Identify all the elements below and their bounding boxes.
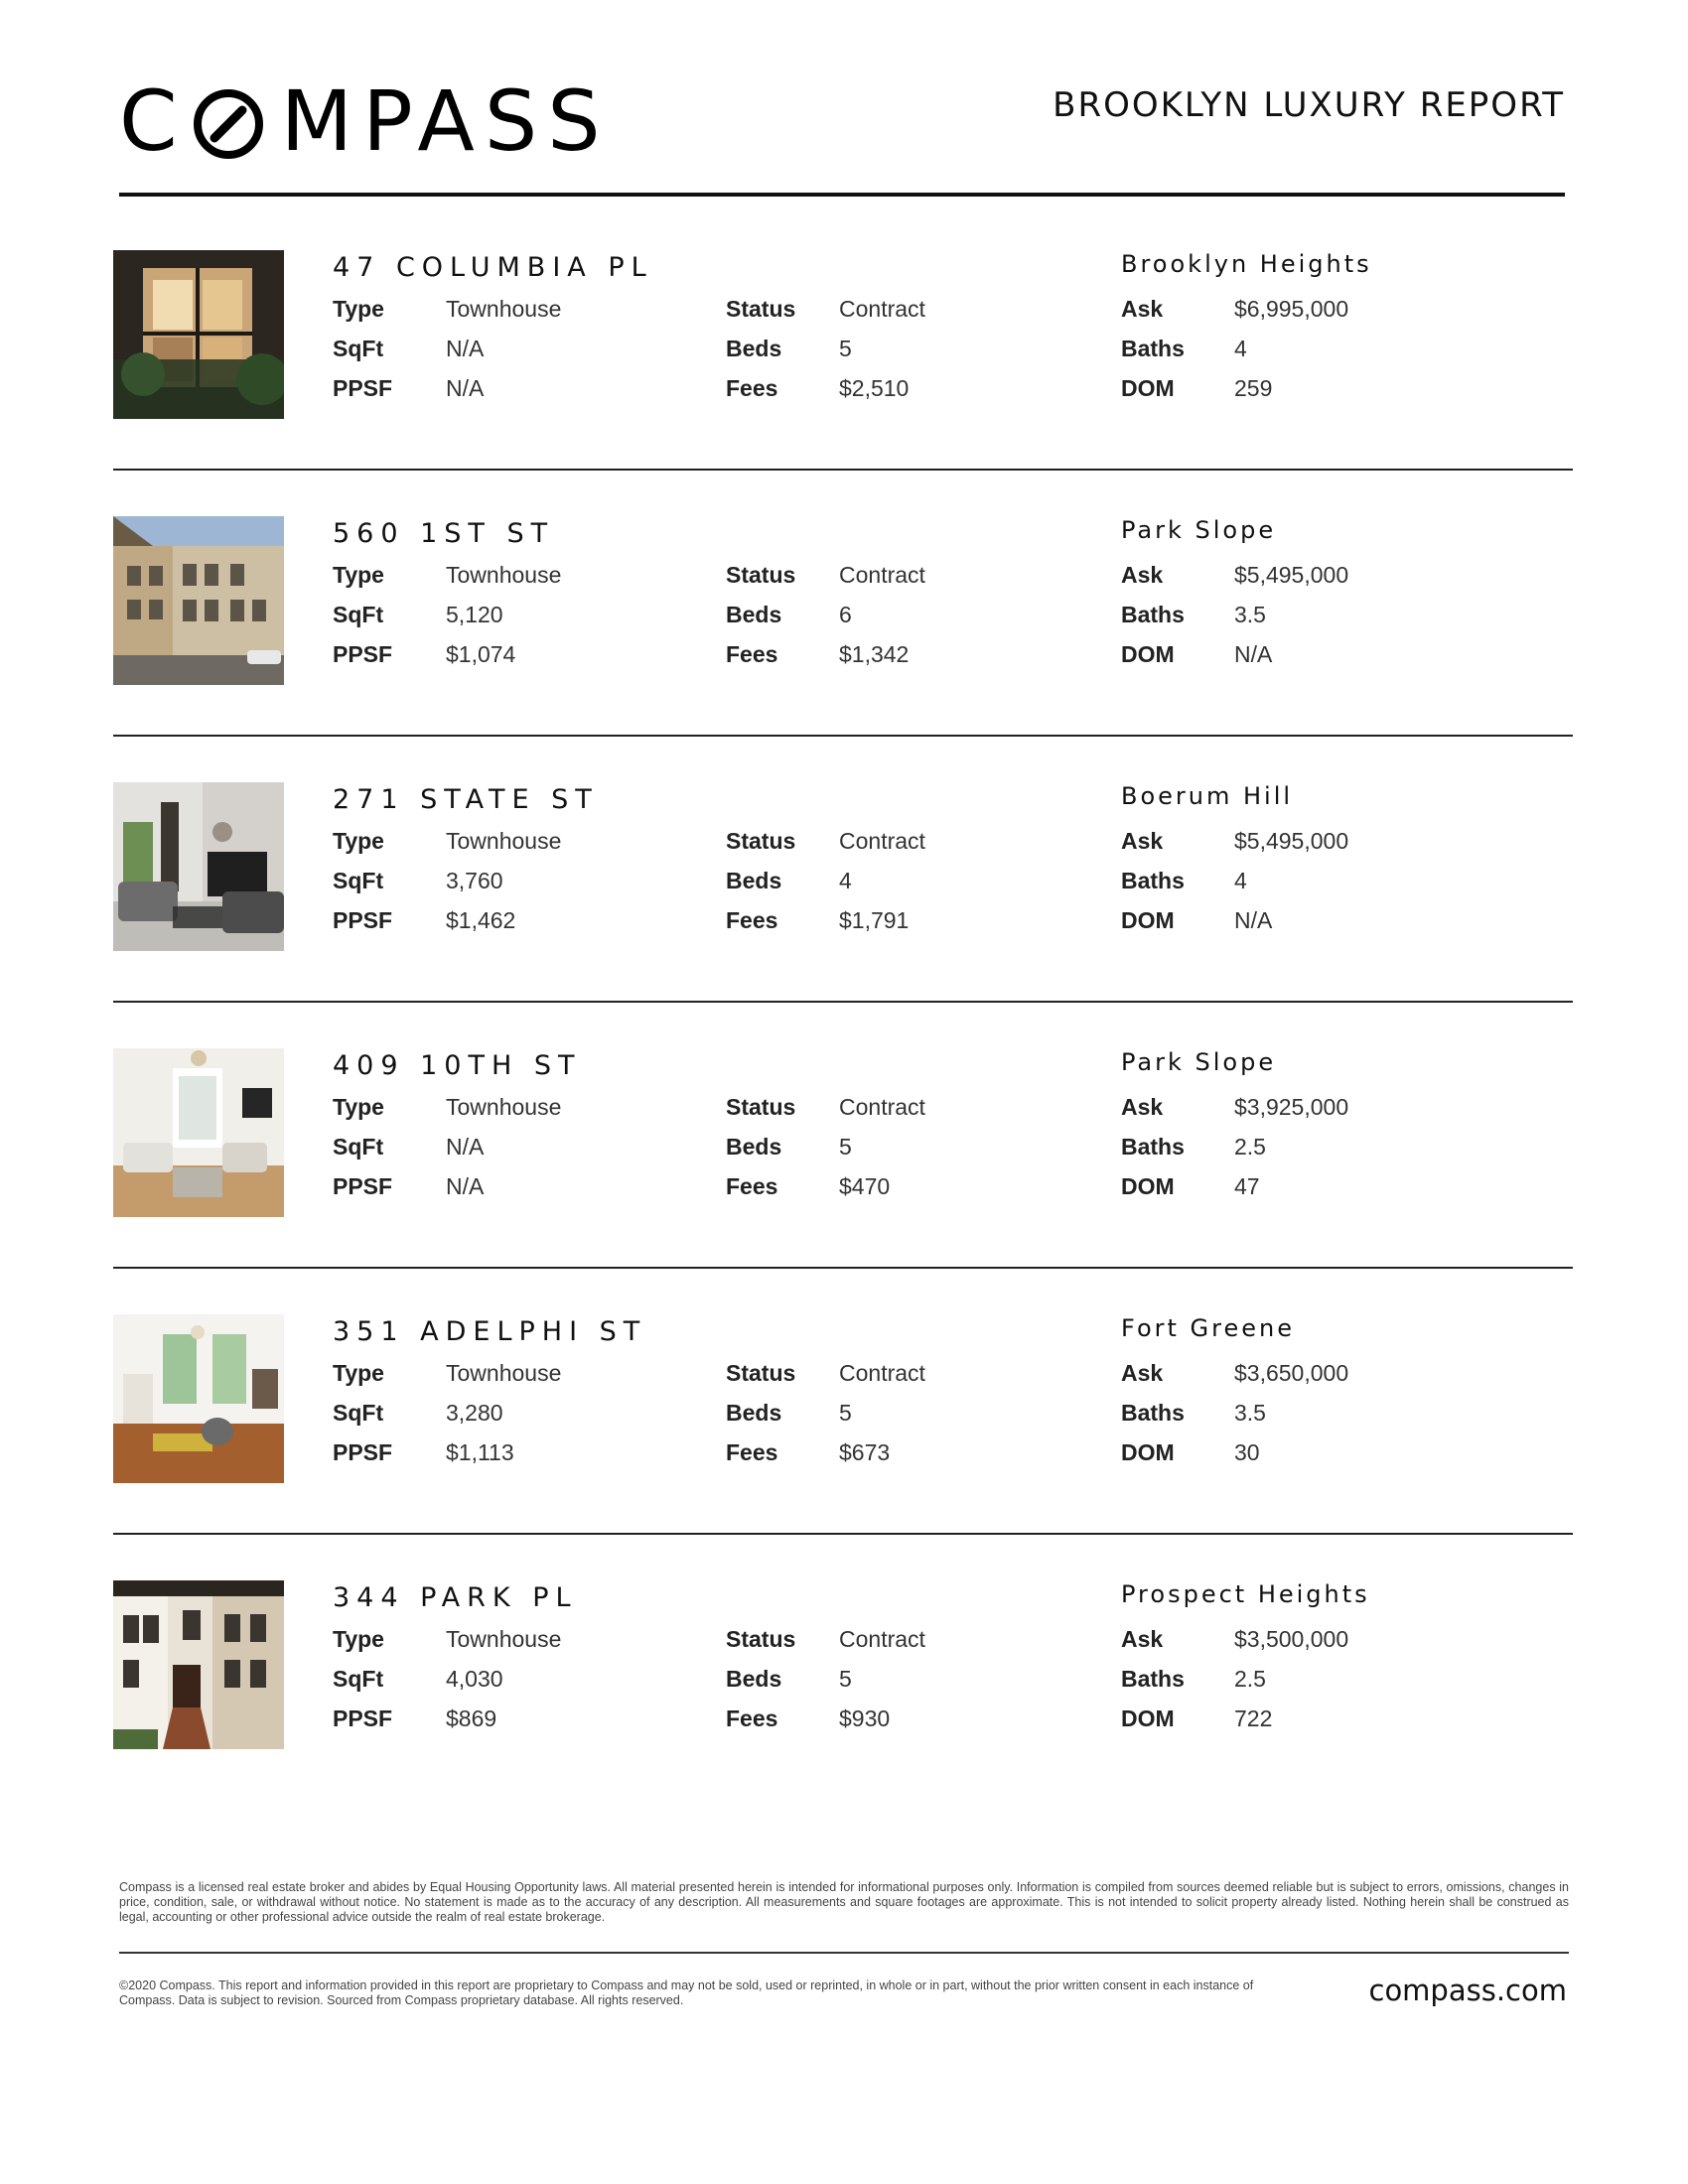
field-label-sqft: SqFt	[333, 868, 384, 893]
field-value-fees: $470	[839, 1173, 891, 1199]
field-value-fees: $1,342	[839, 641, 910, 667]
field-label-ppsf: PPSF	[333, 641, 393, 667]
listing-address: 47 COLUMBIA PL	[333, 252, 653, 283]
field-value-dom: N/A	[1234, 641, 1273, 667]
field-value-sqft: 4,030	[446, 1666, 503, 1692]
field-value-ppsf: N/A	[446, 375, 485, 401]
field-label-dom: DOM	[1121, 641, 1175, 667]
field-label-baths: Baths	[1121, 868, 1185, 893]
field-label-beds: Beds	[726, 336, 782, 361]
field-value-ppsf: $1,074	[446, 641, 516, 667]
field-label-ask: Ask	[1121, 1360, 1164, 1386]
field-value-status: Contract	[839, 1094, 925, 1120]
field-value-type: Townhouse	[446, 828, 562, 854]
field-label-type: Type	[333, 1360, 384, 1386]
rowhouse-stoop-photo	[113, 1580, 284, 1749]
field-label-status: Status	[726, 1360, 796, 1386]
field-value-baths: 2.5	[1234, 1134, 1266, 1160]
listing-divider	[113, 1001, 1573, 1003]
report-title: BROOKLYN LUXURY REPORT	[1053, 85, 1565, 125]
field-label-status: Status	[726, 1626, 796, 1652]
field-label-dom: DOM	[1121, 375, 1175, 401]
field-label-ppsf: PPSF	[333, 1706, 393, 1731]
field-label-sqft: SqFt	[333, 1666, 384, 1692]
field-value-baths: 3.5	[1234, 602, 1266, 627]
listing-row	[113, 250, 1573, 516]
field-value-beds: 5	[839, 1134, 852, 1160]
field-label-sqft: SqFt	[333, 1134, 384, 1160]
field-label-fees: Fees	[726, 1173, 778, 1199]
legal-disclaimer: Compass is a licensed real estate broker and abides by Equal Housing Opportunity laws. All material presented herein is intended for informational purposes only. Information is compiled from sources deemed reliable but is subject to errors, omissions, changes in price, condition, sale, or withdrawal without notice. No statement is made as to the accuracy of any description. All measurements and square footages are approximate. This is not intended to solicit property already listed. Nothing herein shall be construed as legal, accounting or other professional advice outside the realm of real estate brokerage.	[119, 1880, 1569, 1924]
listing-neighborhood: Prospect Heights	[1121, 1580, 1370, 1608]
header-divider	[119, 193, 1565, 197]
field-value-ask: $3,650,000	[1234, 1360, 1349, 1386]
field-value-status: Contract	[839, 562, 925, 588]
field-value-status: Contract	[839, 1626, 925, 1652]
field-label-beds: Beds	[726, 1666, 782, 1692]
field-value-ppsf: $1,113	[446, 1439, 514, 1465]
field-value-type: Townhouse	[446, 1360, 562, 1386]
field-value-ask: $6,995,000	[1234, 296, 1349, 322]
field-label-baths: Baths	[1121, 336, 1185, 361]
field-value-ppsf: $869	[446, 1706, 497, 1731]
field-value-baths: 2.5	[1234, 1666, 1266, 1692]
field-value-dom: 30	[1234, 1439, 1260, 1465]
field-label-fees: Fees	[726, 907, 778, 933]
logo-text-start: C	[119, 72, 188, 170]
field-value-beds: 5	[839, 1400, 852, 1426]
field-value-ppsf: $1,462	[446, 907, 516, 933]
report-header	[119, 72, 1565, 170]
field-label-fees: Fees	[726, 375, 778, 401]
field-value-sqft: 5,120	[446, 602, 503, 627]
field-label-ask: Ask	[1121, 562, 1164, 588]
field-label-ppsf: PPSF	[333, 1439, 393, 1465]
listing-neighborhood: Park Slope	[1121, 516, 1277, 544]
listing-address: 344 PARK PL	[333, 1582, 578, 1613]
living-room-fireplace-photo	[113, 782, 284, 951]
field-label-sqft: SqFt	[333, 602, 384, 627]
field-label-fees: Fees	[726, 1706, 778, 1731]
listing-row	[113, 782, 1573, 1048]
field-label-ask: Ask	[1121, 296, 1164, 322]
field-label-ask: Ask	[1121, 1094, 1164, 1120]
field-value-status: Contract	[839, 828, 925, 854]
listing-row	[113, 1580, 1573, 1846]
listing-divider	[113, 1267, 1573, 1269]
field-label-type: Type	[333, 1626, 384, 1652]
field-value-dom: N/A	[1234, 907, 1273, 933]
brownstone-facade-photo	[113, 516, 284, 685]
listing-neighborhood: Fort Greene	[1121, 1314, 1295, 1342]
field-value-ask: $3,500,000	[1234, 1626, 1349, 1652]
listing-divider	[113, 469, 1573, 471]
field-value-fees: $1,791	[839, 907, 910, 933]
field-value-ask: $5,495,000	[1234, 562, 1349, 588]
field-label-beds: Beds	[726, 868, 782, 893]
field-label-dom: DOM	[1121, 907, 1175, 933]
listing-row	[113, 1314, 1573, 1580]
field-label-ask: Ask	[1121, 828, 1164, 854]
field-value-beds: 5	[839, 336, 852, 361]
field-label-type: Type	[333, 1094, 384, 1120]
field-label-ppsf: PPSF	[333, 375, 393, 401]
listing-divider	[113, 735, 1573, 737]
field-label-sqft: SqFt	[333, 336, 384, 361]
field-label-status: Status	[726, 562, 796, 588]
bright-living-room-photo	[113, 1048, 284, 1217]
listing-address: 409 10TH ST	[333, 1050, 582, 1081]
field-value-type: Townhouse	[446, 562, 562, 588]
parlor-room-photo	[113, 1314, 284, 1483]
field-label-beds: Beds	[726, 1400, 782, 1426]
field-value-dom: 722	[1234, 1706, 1273, 1731]
field-label-type: Type	[333, 828, 384, 854]
field-value-baths: 4	[1234, 868, 1247, 893]
field-value-type: Townhouse	[446, 1626, 562, 1652]
listing-divider	[113, 1533, 1573, 1535]
field-value-fees: $930	[839, 1706, 891, 1731]
field-value-dom: 47	[1234, 1173, 1260, 1199]
field-label-status: Status	[726, 828, 796, 854]
listings-list	[113, 250, 1573, 1846]
compass-o-icon	[192, 81, 271, 161]
listing-row	[113, 1048, 1573, 1314]
field-label-beds: Beds	[726, 1134, 782, 1160]
field-label-fees: Fees	[726, 1439, 778, 1465]
field-label-beds: Beds	[726, 602, 782, 627]
field-value-fees: $673	[839, 1439, 891, 1465]
field-label-sqft: SqFt	[333, 1400, 384, 1426]
listing-row	[113, 516, 1573, 782]
field-value-baths: 4	[1234, 336, 1247, 361]
field-value-status: Contract	[839, 296, 925, 322]
footer-divider	[119, 1952, 1569, 1954]
field-value-sqft: N/A	[446, 1134, 485, 1160]
field-label-status: Status	[726, 1094, 796, 1120]
field-label-dom: DOM	[1121, 1706, 1175, 1731]
field-label-baths: Baths	[1121, 602, 1185, 627]
field-value-fees: $2,510	[839, 375, 910, 401]
listing-address: 271 STATE ST	[333, 784, 599, 815]
listing-neighborhood: Park Slope	[1121, 1048, 1277, 1076]
field-value-beds: 4	[839, 868, 852, 893]
field-value-beds: 5	[839, 1666, 852, 1692]
field-label-type: Type	[333, 296, 384, 322]
field-value-beds: 6	[839, 602, 852, 627]
field-value-sqft: N/A	[446, 336, 485, 361]
compass-logo	[119, 72, 611, 170]
field-label-ask: Ask	[1121, 1626, 1164, 1652]
field-label-dom: DOM	[1121, 1439, 1175, 1465]
townhouse-interior-night-photo	[113, 250, 284, 419]
field-value-ppsf: N/A	[446, 1173, 485, 1199]
website-link[interactable]: compass.com	[1368, 1974, 1567, 2007]
field-label-baths: Baths	[1121, 1400, 1185, 1426]
listing-address: 351 ADELPHI ST	[333, 1316, 647, 1347]
field-label-type: Type	[333, 562, 384, 588]
field-label-baths: Baths	[1121, 1134, 1185, 1160]
field-label-status: Status	[726, 296, 796, 322]
listing-neighborhood: Boerum Hill	[1121, 782, 1294, 810]
listing-address: 560 1ST ST	[333, 518, 555, 549]
field-label-baths: Baths	[1121, 1666, 1185, 1692]
field-label-ppsf: PPSF	[333, 907, 393, 933]
field-value-sqft: 3,760	[446, 868, 503, 893]
logo-text-end: MPASS	[280, 72, 611, 170]
listing-neighborhood: Brooklyn Heights	[1121, 250, 1372, 278]
field-label-fees: Fees	[726, 641, 778, 667]
field-value-baths: 3.5	[1234, 1400, 1266, 1426]
field-value-ask: $3,925,000	[1234, 1094, 1349, 1120]
field-value-type: Townhouse	[446, 296, 562, 322]
field-value-status: Contract	[839, 1360, 925, 1386]
field-label-dom: DOM	[1121, 1173, 1175, 1199]
field-label-ppsf: PPSF	[333, 1173, 393, 1199]
field-value-sqft: 3,280	[446, 1400, 503, 1426]
field-value-ask: $5,495,000	[1234, 828, 1349, 854]
field-value-type: Townhouse	[446, 1094, 562, 1120]
copyright-notice: ©2020 Compass. This report and information provided in this report are proprietary to Compass and may not be sold, used or reprinted, in whole or in part, without the prior written consent in each instance of Compass. Data is subject to revision. Sourced from Compass proprietary database. All rights reserved.	[119, 1979, 1254, 2007]
field-value-dom: 259	[1234, 375, 1273, 401]
